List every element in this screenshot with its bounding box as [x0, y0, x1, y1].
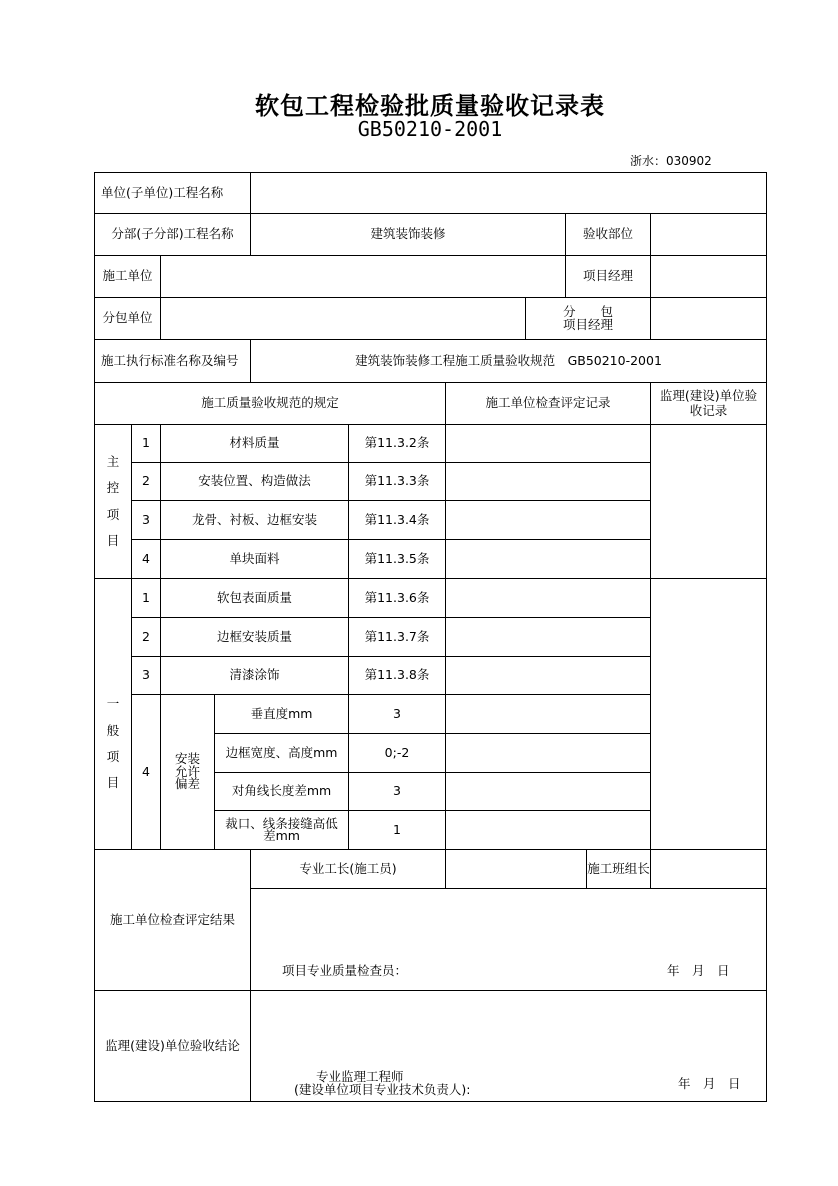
- item-check-field[interactable]: [445, 772, 651, 811]
- label-char: 目: [106, 775, 120, 791]
- item-name: 龙骨、衬板、边框安装: [160, 500, 349, 540]
- team-leader-label: 施工班组长: [586, 849, 651, 889]
- construction-unit-field[interactable]: [160, 255, 566, 298]
- item-no: 1: [131, 424, 161, 463]
- inspector-date: 年 月 日: [667, 963, 730, 978]
- main-supervision-field[interactable]: [650, 424, 767, 579]
- sub-pm-label: [525, 297, 651, 340]
- label-char: 项: [106, 749, 120, 764]
- acceptance-part-label: 验收部位: [565, 213, 651, 256]
- deviation-item-value: 3: [348, 772, 446, 811]
- deviation-item-value: 0;-2: [348, 733, 446, 773]
- item-no: 4: [131, 694, 161, 850]
- foreman-field[interactable]: [445, 849, 587, 889]
- sub-project-label: 分部(子分部)工程名称: [94, 213, 251, 256]
- item-check-field[interactable]: [445, 733, 651, 773]
- unit-project-field[interactable]: [250, 172, 767, 214]
- engineer-label-line2: (建设单位项目专业技术负责人):: [294, 1082, 471, 1097]
- item-check-field[interactable]: [445, 810, 651, 850]
- standard-value[interactable]: 建筑装饰装修工程施工质量验收规范 GB50210-2001: [250, 339, 767, 383]
- foreman-label: 专业工长(施工员): [250, 849, 446, 889]
- check-column-header: 施工单位检查评定记录: [445, 382, 651, 425]
- engineer-label-line1: 专业监理工程师: [316, 1069, 404, 1084]
- item-check-field[interactable]: [445, 462, 651, 501]
- deviation-item-value: 3: [348, 694, 446, 734]
- check-result-label: 施工单位检查评定结果: [94, 849, 251, 991]
- item-no: 4: [131, 539, 161, 579]
- team-leader-field[interactable]: [650, 849, 767, 889]
- standard-label: 施工执行标准名称及编号: [94, 339, 251, 383]
- supervision-date: 年 月 日: [678, 1076, 741, 1091]
- item-clause: 第11.3.4条: [348, 500, 446, 540]
- unit-project-label: 单位(子单位)工程名称: [94, 172, 251, 214]
- item-clause: 第11.3.8条: [348, 656, 446, 695]
- item-check-field[interactable]: [445, 500, 651, 540]
- inspector-label: 项目专业质量检查员：: [282, 963, 408, 978]
- item-name: 安装位置、构造做法: [160, 462, 349, 501]
- item-no: 3: [131, 500, 161, 540]
- supervision-column-header: 监理(建设)单位验收记录: [650, 382, 767, 425]
- item-no: 3: [131, 656, 161, 695]
- sub-pm-line1: 分 包: [562, 304, 613, 319]
- item-name: 软包表面质量: [160, 578, 349, 618]
- deviation-item-value: 1: [348, 810, 446, 850]
- item-name: 材料质量: [160, 424, 349, 463]
- sub-pm-field[interactable]: [650, 297, 767, 340]
- doc-number: 浙水：030902: [630, 154, 712, 168]
- item-check-field[interactable]: [445, 617, 651, 657]
- acceptance-part-field[interactable]: [650, 213, 767, 256]
- item-check-field[interactable]: [445, 578, 651, 618]
- item-name: 单块面料: [160, 539, 349, 579]
- item-clause: 第11.3.2条: [348, 424, 446, 463]
- item-check-field[interactable]: [445, 694, 651, 734]
- item-name: 清漆涂饰: [160, 656, 349, 695]
- project-manager-field[interactable]: [650, 255, 767, 298]
- sub-project-value[interactable]: 建筑装饰装修: [250, 213, 566, 256]
- item-check-field[interactable]: [445, 424, 651, 463]
- item-clause: 第11.3.7条: [348, 617, 446, 657]
- item-clause: 第11.3.3条: [348, 462, 446, 501]
- general-supervision-field[interactable]: [650, 578, 767, 850]
- item-check-field[interactable]: [445, 539, 651, 579]
- subcontract-unit-field[interactable]: [160, 297, 526, 340]
- label-char: 目: [106, 532, 120, 548]
- item-name: 边框安装质量: [160, 617, 349, 657]
- supervision-conclusion-label: 监理(建设)单位验收结论: [94, 990, 251, 1102]
- label-char: 主: [106, 453, 120, 469]
- deviation-item-name: 对角线长度差mm: [214, 772, 349, 811]
- deviation-item-name: 垂直度mm: [214, 694, 349, 734]
- form-title: 软包工程检验批质量验收记录表: [255, 92, 605, 120]
- standard-code: GB50210-2001: [357, 117, 503, 141]
- general-items-label: [94, 578, 132, 850]
- deviation-item-name: 边框宽度、高度mm: [214, 733, 349, 773]
- item-no: 2: [131, 462, 161, 501]
- item-no: 1: [131, 578, 161, 618]
- spec-column-header: 施工质量验收规范的规定: [94, 382, 446, 425]
- item-clause: 第11.3.5条: [348, 539, 446, 579]
- label-char: 一: [106, 696, 120, 712]
- label-char: 项: [106, 506, 120, 522]
- item-no: 2: [131, 617, 161, 657]
- construction-unit-label: 施工单位: [94, 255, 161, 298]
- sub-pm-line2: 项目经理: [562, 316, 613, 332]
- main-items-label: [94, 424, 132, 579]
- item-check-field[interactable]: [445, 656, 651, 695]
- subcontract-unit-label: 分包单位: [94, 297, 161, 340]
- deviation-label: 安装允许偏差: [160, 694, 215, 850]
- deviation-item-name: 裁口、线条接缝高低差mm: [214, 810, 349, 850]
- label-char: 控: [106, 480, 120, 496]
- item-clause: 第11.3.6条: [348, 578, 446, 618]
- label-char: 般: [106, 722, 120, 738]
- project-manager-label: 项目经理: [565, 255, 651, 298]
